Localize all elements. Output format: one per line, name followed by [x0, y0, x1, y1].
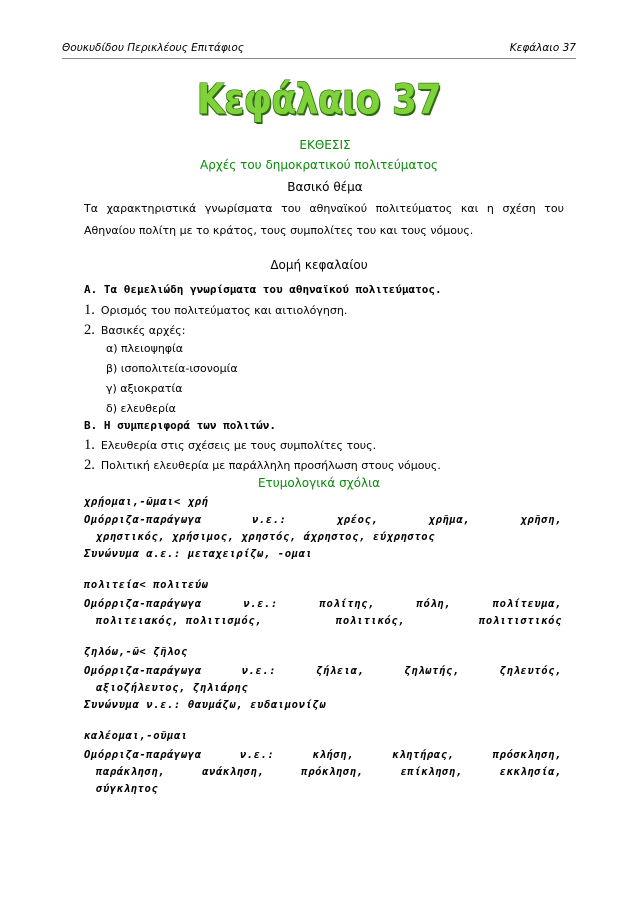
- ety3-omorriza: [84, 665, 562, 677]
- ety1-omorriza-cont: χρηστικός, χρήσιμος, χρηστός, άχρηστος, εύχρηστος: [96, 531, 436, 543]
- domi-a1-text: Ορισμός του πολιτεύματος και αιτιολόγηση.: [100, 304, 348, 317]
- basiko-thema-label: Βασικό θέμα: [287, 180, 363, 194]
- ety2-word: πολίτευμα,: [492, 598, 562, 610]
- ety3-synonyma: Συνώνυμα ν.ε.: θαυμάζω, ευδαιμονίζω: [84, 699, 327, 711]
- domi-b1-text: Ελευθερία στις σχέσεις με τους συμπολίτες τους.: [100, 439, 377, 452]
- section-subtitle: Αρχές του δημοκρατικού πολιτεύματος: [200, 158, 438, 172]
- ety4-omorriza-cont: [96, 766, 562, 778]
- ety4-omorriza: [84, 749, 562, 761]
- chapter-title: Κεφάλαιο 37: [196, 76, 442, 125]
- ety2-word: πόλη,: [416, 598, 452, 610]
- header-chapter: Κεφάλαιο 37: [509, 42, 576, 54]
- ety4-omorriza-cont2: σύγκλητος: [96, 783, 159, 795]
- domi-b2-text: Πολιτική ελευθερία με παράλληλη προσήλωση στους νόμους.: [100, 459, 441, 472]
- domi-b2: [84, 457, 441, 474]
- page-header: [62, 40, 576, 59]
- ety4-word: παράκληση,: [96, 766, 166, 778]
- ety3-word: ζηλωτής,: [404, 665, 460, 677]
- basiko-thema-line1: Τα χαρακτηριστικά γνωρίσματα του αθηναϊκού πολιτεύματος και η σχέση του: [84, 202, 564, 215]
- ety1-omorriza: [84, 514, 562, 526]
- ety1-omo-label: Ομόρριζα-παράγωγα: [84, 514, 202, 526]
- ety1-head: χρῄομαι,-ῶμαι< χρή: [84, 496, 209, 508]
- section-ektheseis: ΕΚΘΕΣΙΣ: [299, 138, 351, 152]
- ety4-word: πρόκληση,: [301, 766, 364, 778]
- domi-section-b: Β. Η συμπεριφορά των πολιτών.: [84, 419, 277, 432]
- ety2-word: Ομόρριζα-παράγωγα: [84, 598, 202, 610]
- ety2-word: πολίτης,: [319, 598, 375, 610]
- domi-item-d: δ) ελευθερία: [106, 402, 176, 415]
- ety4-word: ανάκληση,: [202, 766, 265, 778]
- ety2-word: πολιτειακός, πολιτισμός,: [96, 615, 263, 627]
- header-book-title: Θουκυδίδου Περικλέους Επιτάφιος: [62, 42, 244, 54]
- domi-item-g: γ) αξιοκρατία: [106, 382, 183, 395]
- ety1-word: ν.ε.:: [251, 514, 287, 526]
- ety1-word: χρέος,: [336, 514, 379, 526]
- domi-item-b: β) ισοπολιτεία-ισονομία: [106, 362, 238, 375]
- ety2-word: πολιτικός,: [335, 615, 406, 627]
- etymologika-title: Ετυμολογικά σχόλια: [257, 476, 381, 490]
- domi-b1: [84, 437, 376, 454]
- ety1-word: χρῆση,: [520, 514, 562, 526]
- ety4-word: κλήση,: [312, 749, 355, 761]
- ety1-word: χρῆμα,: [428, 514, 471, 526]
- ety2-omorriza: [84, 598, 562, 610]
- domi-a1: [84, 302, 347, 319]
- ety4-word: επίκληση,: [400, 766, 463, 778]
- ety2-head: πολιτεία< πολιτεύω: [84, 579, 209, 591]
- ety3-head: ζηλόω,-ῶ< ζῆλος: [84, 646, 188, 658]
- domi-title: Δομή κεφαλαίου: [270, 258, 368, 272]
- basiko-thema-text: [84, 198, 564, 242]
- ety4-word: πρόσκληση,: [492, 749, 562, 761]
- ety3-word: ζήλεια,: [316, 665, 365, 677]
- ety4-word: Ομόρριζα-παράγωγα: [84, 749, 202, 761]
- ety4-word: εκκλησία,: [499, 766, 562, 778]
- number-1: 1.: [84, 437, 95, 453]
- ety2-word: πολιτιστικός: [478, 615, 562, 627]
- ety4-word: ν.ε.:: [239, 749, 275, 761]
- ety3-word: ν.ε.:: [241, 665, 277, 677]
- ety3-word: ζηλευτός,: [499, 665, 562, 677]
- ety4-head: καλέομαι,-οῦμαι: [84, 730, 188, 742]
- ety3-word: Ομόρριζα-παράγωγα: [84, 665, 202, 677]
- ety1-synonyma: Συνώνυμα α.ε.: μεταχειρίζω, -ομαι: [84, 548, 313, 560]
- number-2: 2.: [84, 322, 95, 338]
- ety2-omorriza-cont: [96, 615, 562, 627]
- basiko-thema-line2: Αθηναίου πολίτη με το κράτος, τους συμπολίτες του και τους νόμους.: [84, 224, 474, 237]
- ety3-omorriza-cont: αξιοζήλευτος, ζηλιάρης: [96, 682, 249, 694]
- number-1: 1.: [84, 302, 95, 318]
- number-2: 2.: [84, 457, 95, 473]
- ety2-word: ν.ε.:: [243, 598, 278, 610]
- domi-a2-text: Βασικές αρχές:: [100, 324, 186, 337]
- domi-item-a: α) πλειοψηφία: [106, 342, 184, 355]
- ety4-word: κλητήρας,: [392, 749, 455, 761]
- domi-section-a: Α. Τα θεμελιώδη γνωρίσματα του αθηναϊκού πολιτεύματος.: [84, 283, 442, 296]
- domi-a2: [84, 322, 185, 339]
